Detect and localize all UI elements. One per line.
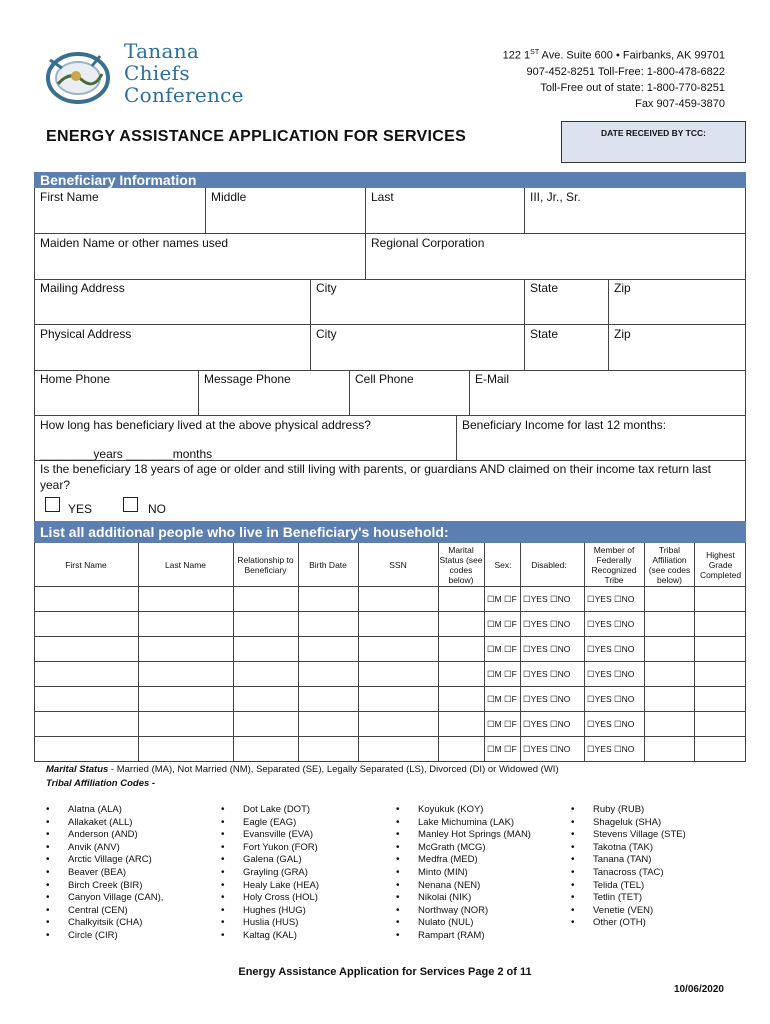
tribal-code-item: • Tetlin (TET) <box>571 892 686 905</box>
date-received-label: DATE RECEIVED BY TCC: <box>600 128 706 138</box>
physical-zip-field[interactable]: Zip <box>614 327 631 341</box>
tribal-code-item: • Anderson (AND) <box>46 829 163 842</box>
member-checkbox-pair[interactable]: ☐YES ☐NO <box>587 719 635 729</box>
yes-checkbox[interactable] <box>45 497 60 512</box>
message-phone-field[interactable]: Message Phone <box>204 372 291 386</box>
marital-status-legend <box>46 764 559 775</box>
col-first-name: First Name <box>65 559 107 570</box>
tribal-code-item: • Nikolai (NIK) <box>396 892 531 905</box>
disabled-checkbox-pair[interactable]: ☐YES ☐NO <box>523 594 571 604</box>
tribal-codes-column-4 <box>571 804 686 930</box>
mailing-zip-field[interactable]: Zip <box>614 281 631 295</box>
table-row[interactable] <box>34 711 746 736</box>
tribal-code-item: • Manley Hot Springs (MAN) <box>396 829 531 842</box>
tribal-code-item: • Kaltag (KAL) <box>221 930 319 943</box>
tribal-codes-column-1 <box>46 804 163 943</box>
tribal-code-item: • Other (OTH) <box>571 917 686 930</box>
footer-date: 10/06/2020 <box>673 984 724 995</box>
middle-name-field[interactable]: Middle <box>211 190 247 204</box>
disabled-checkbox-pair[interactable]: ☐YES ☐NO <box>523 644 571 654</box>
first-name-field[interactable]: First Name <box>40 190 99 204</box>
tribal-code-item: • Beaver (BEA) <box>46 867 163 880</box>
tribal-code-item: • Grayling (GRA) <box>221 867 319 880</box>
tribal-code-item: • Takotna (TAK) <box>571 842 686 855</box>
member-checkbox-pair[interactable]: ☐YES ☐NO <box>587 694 635 704</box>
col-disabled: Disabled: <box>531 559 567 570</box>
member-checkbox-pair[interactable]: ☐YES ☐NO <box>587 619 635 629</box>
home-phone-field[interactable]: Home Phone <box>40 372 111 386</box>
col-last-name: Last Name <box>164 559 207 570</box>
col-grade: Highest Grade Completed <box>699 549 742 580</box>
table-row[interactable] <box>34 586 746 611</box>
tcc-logo <box>40 40 250 112</box>
physical-city-field[interactable]: City <box>316 327 337 341</box>
col-marital: Marital Status (see codes below) <box>439 544 483 585</box>
disabled-checkbox-pair[interactable]: ☐YES ☐NO <box>523 619 571 629</box>
tribal-code-item: • Rampart (RAM) <box>396 930 531 943</box>
col-birth-date: Birth Date <box>309 559 347 570</box>
disabled-checkbox-pair[interactable]: ☐YES ☐NO <box>523 669 571 679</box>
col-relationship: Relationship to Beneficiary <box>237 554 294 575</box>
tribal-code-item: • Chalkyitsik (CHA) <box>46 917 163 930</box>
col-sex: Sex: <box>494 559 512 570</box>
table-row[interactable] <box>34 686 746 711</box>
maiden-name-field[interactable]: Maiden Name or other names used <box>40 236 229 250</box>
tribal-code-item: • Tanana (TAN) <box>571 854 686 867</box>
member-checkbox-pair[interactable]: ☐YES ☐NO <box>587 669 635 679</box>
table-row[interactable] <box>34 611 746 636</box>
tribal-code-item: • Healy Lake (HEA) <box>221 880 319 893</box>
tribal-code-item: • Lake Michumina (LAK) <box>396 817 531 830</box>
tribal-code-item: • Nenana (NEN) <box>396 880 531 893</box>
disabled-checkbox-pair[interactable]: ☐YES ☐NO <box>523 694 571 704</box>
tribal-codes-column-3 <box>396 804 531 943</box>
last-name-field[interactable]: Last <box>371 190 394 204</box>
date-received-box[interactable] <box>561 121 746 163</box>
col-member: Member of Federally Recognized Tribe <box>591 544 637 585</box>
physical-state-field[interactable]: State <box>530 327 559 341</box>
org-address <box>425 45 725 112</box>
tribal-code-item: • Minto (MIN) <box>396 867 531 880</box>
tribal-code-item: • Allakaket (ALL) <box>46 817 163 830</box>
disabled-checkbox-pair[interactable]: ☐YES ☐NO <box>523 744 571 754</box>
logo-emblem-icon <box>40 40 124 112</box>
mailing-address-field[interactable]: Mailing Address <box>40 281 125 295</box>
suffix-field[interactable]: III, Jr., Sr. <box>530 190 581 204</box>
sex-checkbox-pair[interactable]: ☐M ☐F <box>487 594 517 604</box>
regional-corporation-field[interactable]: Regional Corporation <box>371 236 485 250</box>
org-name-line-1: Tanana <box>124 39 200 63</box>
sex-checkbox-pair[interactable]: ☐M ☐F <box>487 744 517 754</box>
tribal-code-item: • Eagle (EAG) <box>221 817 319 830</box>
mailing-state-field[interactable]: State <box>530 281 559 295</box>
col-tribal: Tribal Affiliation (see codes below) <box>648 544 691 585</box>
tribal-codes-legend: Tribal Affiliation Codes - <box>46 778 156 789</box>
tribal-code-item: • Shageluk (SHA) <box>571 817 686 830</box>
dependent-question: Is the beneficiary 18 years of age or older and still living with parents, or guardians AND claimed on their income tax return last year? <box>40 462 712 492</box>
org-name-line-3: Conference <box>124 83 244 107</box>
marital-legend-label: Marital Status <box>46 764 109 775</box>
member-checkbox-pair[interactable]: ☐YES ☐NO <box>587 644 635 654</box>
tribal-code-item: • Birch Creek (BIR) <box>46 880 163 893</box>
table-row[interactable] <box>34 661 746 686</box>
tribal-code-item: • Galena (GAL) <box>221 854 319 867</box>
marital-legend-text: - Married (MA), Not Married (NM), Separated (SE), Legally Separated (LS), Divorced (DI) or Widowed (WI) <box>108 764 559 775</box>
address-line-3: Toll-Free out of state: 1-800-770-8251 <box>540 81 725 94</box>
tribal-code-item: • Northway (NOR) <box>396 905 531 918</box>
tribal-code-item: • Venetie (VEN) <box>571 905 686 918</box>
tribal-code-item: • Evansville (EVA) <box>221 829 319 842</box>
tribal-code-item: • Huslia (HUS) <box>221 917 319 930</box>
physical-address-field[interactable]: Physical Address <box>40 327 132 341</box>
beneficiary-section-header: Beneficiary Information <box>34 172 746 188</box>
table-row[interactable] <box>34 636 746 661</box>
form-title: ENERGY ASSISTANCE APPLICATION FOR SERVICES <box>46 128 467 145</box>
sex-checkbox-pair[interactable]: ☐M ☐F <box>487 719 517 729</box>
income-field[interactable]: Beneficiary Income for last 12 months: <box>462 418 667 432</box>
tribal-code-item: • Holy Cross (HOL) <box>221 892 319 905</box>
tribal-codes-column-2 <box>221 804 319 943</box>
cell-phone-field[interactable]: Cell Phone <box>355 372 414 386</box>
page-footer: Energy Assistance Application for Services Page 2 of 11 <box>238 966 532 978</box>
household-section-header: List all additional people who live in Beneficiary's household: <box>34 521 746 543</box>
tribal-code-item: • Anvik (ANV) <box>46 842 163 855</box>
no-checkbox[interactable] <box>123 497 138 512</box>
tribal-code-item: • Koyukuk (KOY) <box>396 804 531 817</box>
address-line-4: Fax 907-459-3870 <box>635 97 725 110</box>
tribal-code-item: • Canyon Village (CAN), <box>46 892 163 905</box>
tribal-code-item: • Circle (CIR) <box>46 930 163 943</box>
no-label: NO <box>148 502 166 516</box>
email-field[interactable]: E-Mail <box>475 372 510 386</box>
tribal-code-item: • Arctic Village (ARC) <box>46 854 163 867</box>
yes-label: YES <box>68 502 93 516</box>
tribal-code-item: • Central (CEN) <box>46 905 163 918</box>
col-ssn: SSN <box>389 559 407 570</box>
table-row[interactable] <box>34 736 746 761</box>
tribal-code-item: • Medfra (MED) <box>396 854 531 867</box>
sex-checkbox-pair[interactable]: ☐M ☐F <box>487 669 517 679</box>
tribal-code-item: • Ruby (RUB) <box>571 804 686 817</box>
tribal-code-item: • Hughes (HUG) <box>221 905 319 918</box>
mailing-city-field[interactable]: City <box>316 281 337 295</box>
residence-duration-label: How long has beneficiary lived at the above physical address? <box>40 418 371 432</box>
org-name-line-2: Chiefs <box>124 61 190 85</box>
tribal-code-item: • Alatna (ALA) <box>46 804 163 817</box>
tribal-code-item: • Stevens Village (STE) <box>571 829 686 842</box>
sex-checkbox-pair[interactable]: ☐M ☐F <box>487 644 517 654</box>
tribal-code-item: • Telida (TEL) <box>571 880 686 893</box>
tribal-code-item: • Dot Lake (DOT) <box>221 804 319 817</box>
address-line-2: 907-452-8251 Toll-Free: 1-800-478-6822 <box>526 65 725 78</box>
member-checkbox-pair[interactable]: ☐YES ☐NO <box>587 744 635 754</box>
disabled-checkbox-pair[interactable]: ☐YES ☐NO <box>523 719 571 729</box>
tribal-code-item: • Nulato (NUL) <box>396 917 531 930</box>
address-line-1: 122 1ST Ave. Suite 600 • Fairbanks, AK 99701 <box>502 49 725 62</box>
sex-checkbox-pair[interactable]: ☐M ☐F <box>487 619 517 629</box>
member-checkbox-pair[interactable]: ☐YES ☐NO <box>587 594 635 604</box>
tribal-code-item: • Tanacross (TAC) <box>571 867 686 880</box>
sex-checkbox-pair[interactable]: ☐M ☐F <box>487 694 517 704</box>
years-months-field[interactable]: ________years _______months <box>40 447 213 461</box>
tribal-code-item: • McGrath (MCG) <box>396 842 531 855</box>
tribal-code-item: • Fort Yukon (FOR) <box>221 842 319 855</box>
